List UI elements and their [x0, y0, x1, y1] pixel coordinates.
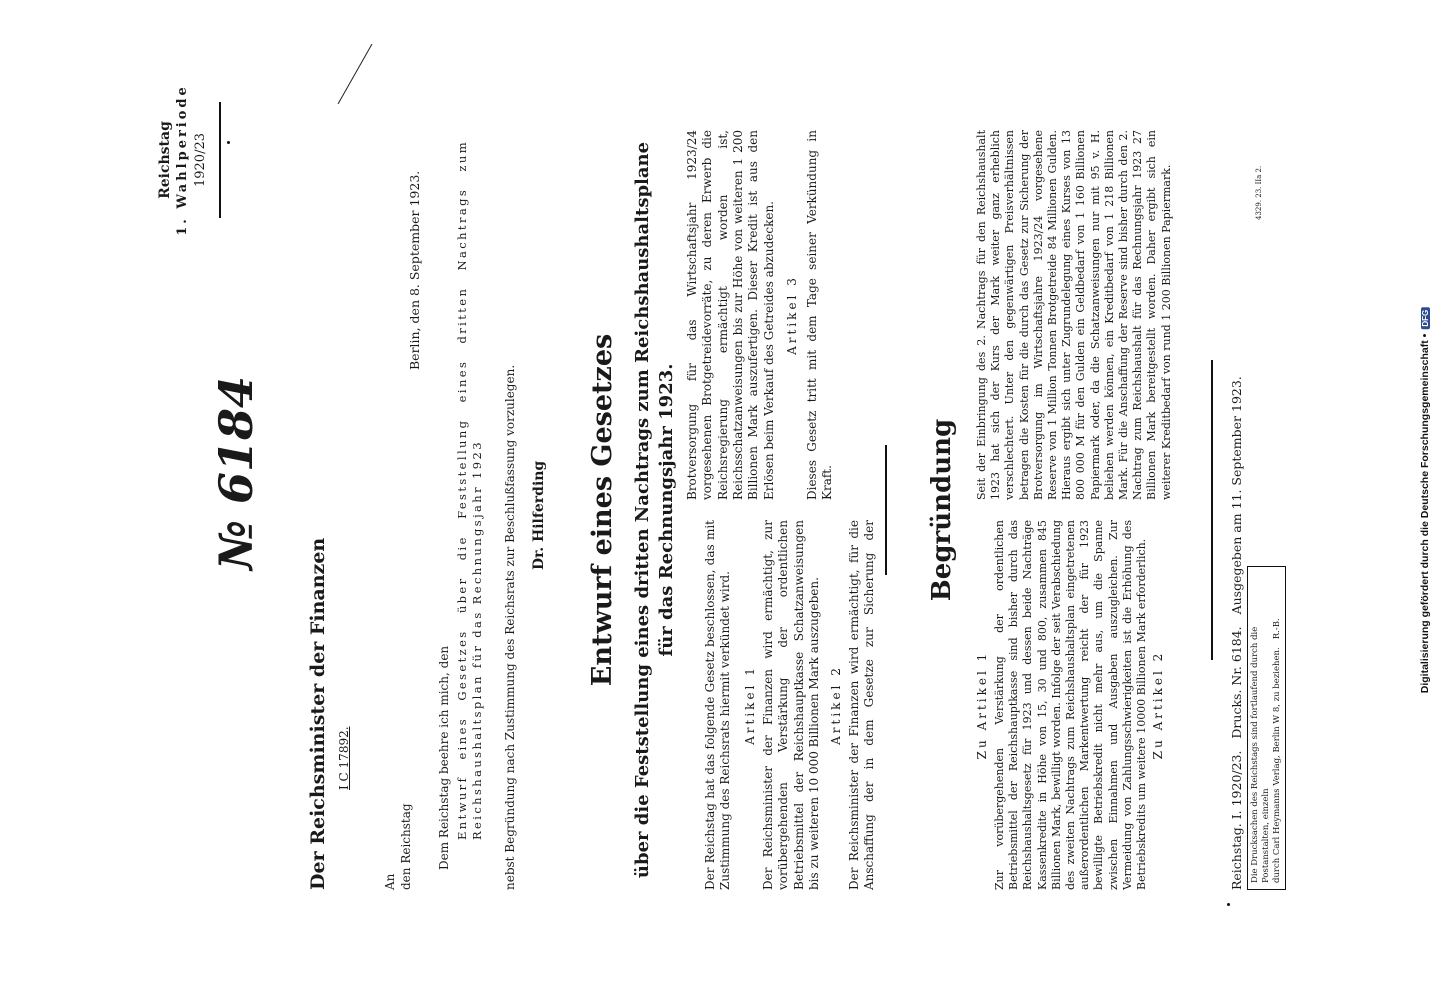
separator-top [885, 445, 887, 575]
article-3-heading: Artikel 3 [785, 275, 799, 355]
reasons-article-1-text: Zur vorübergehenden Verstärkung der ordentlichen Betriebsmittel der Reichshauptkasse sind bisher durch das Reichshaushaltsgesetz für 1923 und dessen beide Nachträge Kassenkredite in Höhe von 15, 30 und 800, zusammen 845 Billionen Mark, bewilligt worden. Infolge der seit Verabschiedung des zweiten Nachtrags zum Reichshaushaltsplan eingetretenen außerordentlichen Markentwertung reicht der für 1923 bewilligte Betriebskredit nicht mehr aus, um die Spanne zwischen Einnahmen und Ausgaben auszugleichen. Zur Vermeidung von Zahlungsschwierigkeiten ist die Erhöhung des Betriebskredits um weitere 10000 Billionen Mark erforderlich. [993, 520, 1149, 890]
article-2-text-flow: Brotversorgung für das Wirtschaftsjahr 1923/24 vorgesehenen Brotgetreidevorräte, zu deren Erwerb die Reichsregierung ermächtigt worden ist, Reichsschatzanweisungen bis zur Höhe von weiteren 1 200 Billionen Mark auszufertigen. Dieser Kredit ist aus den Erlösen beim Verkauf des Getreides abzudecken. [685, 130, 776, 500]
reasons-article-2-text: Seit der Einbringung des 2. Nachtrags für den Reichshaushalt 1923 hat sich der Kurs der Mark weiter ganz erheblich verschlechtert. Unter den gegenwärtigen Preisverhältnissen betragen die Kosten für die durch das Gesetz zur Sicherung der Brotversorgung im Wirtschaftsjahre 1923/24 vorgesehene Reserve von 1 Million Tonnen Brotgetreide 84 Millionen Gulden. Hieraus ergibt sich unter Zugrundelegung eines Kurses von 13 800 000 M für den Gulden ein Geldbedarf von 1 160 Billionen Papiermark oder, da die Schatzanweisungen nur mit 95 v. H. beliehen werden können, ein Kreditbedarf von 1 218 Billionen Mark. Für die Anschaffung der Reserve sind bisher durch den 2. Nachtrag zum Reichshaushalt für das Rechnungsjahr 1923 27 Billionen Mark bereitgestellt worden. Daher ergibt sich ein weiterer Kreditbedarf von rund 1 200 Billionen Papiermark. [975, 130, 1173, 500]
period-line-1: 1. Wahlperiode [175, 84, 190, 236]
article-2-heading: Artikel 2 [829, 665, 843, 745]
draft-title: Entwurf eines Gesetzes [587, 333, 618, 687]
article-2-text-part: Der Reichsminister der Finanzen wird ermächtigt, für die Anschaffung der in dem Gesetze zur Sicherung der [847, 520, 877, 890]
signature: Dr. Hilferding [531, 460, 547, 570]
period-line-2: 1920/23 [193, 133, 208, 188]
publication-line: Reichstag. I. 1920/23. Drucks. Nr. 6184. Ausgegeben am 11. September 1923. [1229, 376, 1244, 890]
draft-subtitle: über die Feststellung eines dritten Nachtrags zum Reichshaushaltsplane für das Rechnungsjahr 1923. [632, 141, 677, 879]
addressee-line-1: An [383, 873, 397, 890]
article-3-text: Dieses Gesetz tritt mit dem Tage seiner Verkündung in Kraft. [805, 130, 835, 500]
draft-intro: Der Reichstag hat das folgende Gesetz beschlossen, das mit Zustimmung des Reichsrats hiermit verkündet wird. [703, 520, 733, 890]
pencil-stroke [330, 40, 380, 110]
minister-title: Der Reichsminister der Finanzen [307, 537, 329, 890]
distribution-box [1247, 566, 1286, 890]
distribution-line-1: Die Drucksachen des Reichstags sind fortlaufend durch die Postanstalten, einzeln [1250, 626, 1271, 883]
scan-speck [227, 141, 230, 144]
article-2-text-continued [685, 130, 779, 500]
article-2-text-start [847, 520, 878, 890]
document-page [137, 70, 1297, 930]
dfg-logo: DFG [1421, 307, 1430, 330]
reference-number: I C 17892. [337, 726, 351, 790]
place-date: Berlin, den 8. September 1923. [407, 170, 422, 370]
reasons-article-1-heading: Zu Artikel 1 [975, 650, 989, 760]
header-underline [219, 102, 221, 218]
distribution-line-2: durch Carl Heymanns Verlag, Berlin W 8, zu beziehen. R.-B. [1272, 618, 1282, 883]
reichstag-label: Reichstag [157, 121, 173, 199]
scan-speck [1227, 903, 1230, 906]
letter-tail: nebst Begründung nach Zustimmung des Reichsrats zur Beschlußfassung vorzulegen. [503, 364, 517, 890]
letter-lead: Dem Reichstag beehre ich mich, den [437, 645, 451, 870]
article-1-text: Der Reichsminister der Finanzen wird ermächtigt, zur vorübergehenden Verstärkung der ordentlichen Betriebsmittel der Reichshauptkasse Schatzanweisungen bis zu weiteren 10 000 Billionen Mark auszugeben. [761, 520, 822, 890]
print-code: 4329. 23. IIa 2. [1255, 165, 1263, 220]
document-number: № 6184 [209, 375, 263, 570]
digitization-credit [1419, 307, 1431, 693]
reasons-article-2-heading: Zu Artikel 2 [1151, 650, 1165, 760]
reasons-title: Begründung [927, 418, 957, 602]
separator-bottom [1211, 360, 1213, 660]
letter-spaced-title: Entwurf eines Gesetzes über die Feststellung eines dritten Nachtrags zum Reichshaushaltsplan für das Rechnungsjahr 1923 [455, 140, 485, 840]
article-1-heading: Artikel 1 [743, 665, 757, 745]
addressee-line-2: den Reichstag [399, 803, 413, 890]
credit-text: Digitalisierung gefördert durch die Deutsche Forschungsgemeinschaft • [1419, 333, 1431, 694]
